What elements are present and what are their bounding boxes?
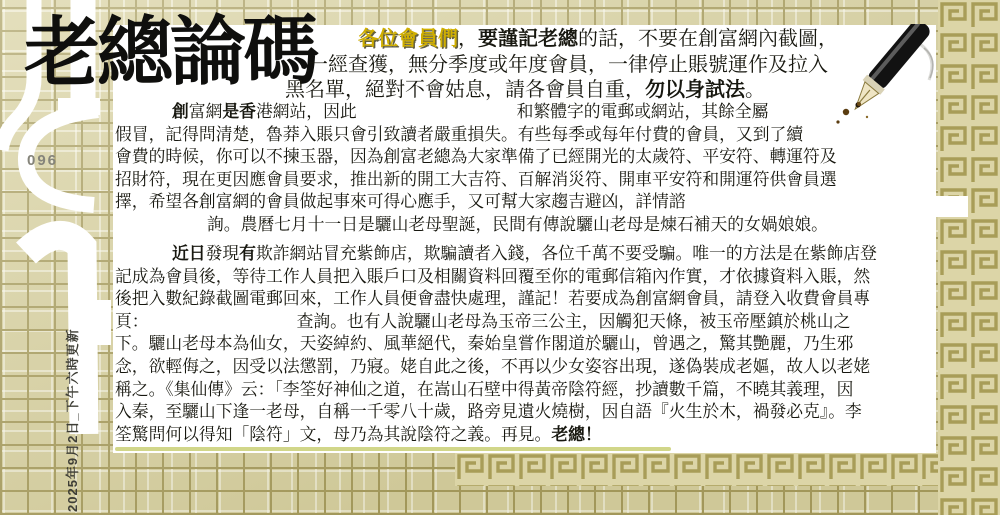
- text-segment: 有: [239, 244, 256, 263]
- text-segment: 。: [745, 79, 765, 101]
- text-line: [115, 356, 935, 379]
- hidden-text-gap: [149, 326, 297, 327]
- hidden-text-gap: [115, 116, 172, 117]
- text-segment: 擇，希望各創富網的會員做起事來可得心應手，又可幫大家趨吉避凶，詳情諮: [115, 192, 686, 212]
- text-segment: 查詢。也有人說驪山老母為玉帝三公主，因觸犯天條，被玉帝壓鎮於桃山之: [296, 311, 851, 331]
- text-segment: 發現: [205, 244, 240, 263]
- text-segment: 勿以身試法: [645, 79, 745, 101]
- text-segment: 招財符，現在更因應會員要求，推出新的開工大吉符、百解消災符、開車平安符和開運符供會員選: [115, 169, 837, 189]
- text-line: [115, 146, 935, 169]
- text-segment: 假冒，記得問清楚，魯莽入賬只會引致讀者嚴重損失。有些每季或每年付費的會員，又到了續: [115, 124, 804, 144]
- article-paragraph-1: [115, 101, 935, 237]
- meander-border-bottom: [455, 452, 938, 486]
- hidden-text-gap: [115, 229, 207, 230]
- text-line: [285, 53, 885, 79]
- text-segment: 欺詐網站冒充紫飾店，欺騙讀者入錢，各位千萬不要受騙。唯一的方法是在紫飾店登: [255, 244, 877, 263]
- text-line: [115, 424, 935, 447]
- text-line: [115, 191, 935, 214]
- text-segment: 頁：: [115, 311, 149, 331]
- text-line: [115, 169, 935, 192]
- text-segment: 港網站，因此: [255, 102, 357, 121]
- text-segment: 近日: [172, 244, 206, 263]
- text-line: [115, 214, 935, 237]
- text-line: [285, 27, 885, 53]
- notice-block: [285, 27, 885, 104]
- text-line: [115, 101, 935, 124]
- text-segment: 筌驚問何以得知「陰符」文，母乃為其說陰符之義。再見。: [115, 424, 552, 444]
- text-line: [115, 379, 935, 402]
- hidden-text-gap: [285, 44, 358, 45]
- text-line: [115, 288, 935, 311]
- issue-number: 096: [27, 152, 59, 169]
- text-segment: 稱之。《集仙傳》云：「李筌好神仙之道，在嵩山石壁中得黃帝陰符經，抄讀數千篇，不曉其義理，因: [115, 379, 854, 399]
- text-line: [115, 333, 935, 356]
- text-segment: 記成為會員後，等待工作人員把入賬戶口及相關資料回覆至你的電郵信箱內作實，才依據資料入賬，然: [115, 266, 871, 286]
- meander-border-right: [938, 0, 1000, 515]
- article-paragraph-2: [115, 243, 935, 446]
- hidden-text-gap: [357, 116, 517, 117]
- fountain-pen-icon: [826, 24, 942, 140]
- text-line: [115, 401, 935, 424]
- text-line: [115, 124, 935, 147]
- text-line: [115, 243, 935, 266]
- text-segment: 是香: [222, 102, 256, 121]
- text-segment: 後把入數紀錄截圖電郵回來，工作人員便會盡快處理，謹記！若要成為創富網會員，請登入收費會員專: [115, 289, 871, 309]
- text-segment: 會費的時候，你可以不揀玉器，因為創富老總為大家準備了已經開光的太歲符、平安符、轉運符及: [115, 147, 837, 167]
- update-date: 2025年9月2日_下午六時更新: [65, 328, 80, 512]
- text-segment: ，: [458, 28, 478, 50]
- text-segment: 要謹記老總: [478, 28, 578, 50]
- text-segment: 各位會員們: [358, 28, 458, 50]
- text-segment: 和繁體字的電郵或網站，其餘全屬: [516, 102, 769, 121]
- text-line: [115, 266, 935, 289]
- text-segment: 念，欲輕侮之，因受以法懲罰，乃寢。姥自此之後，不再以少女姿容出現，遂偽裝成老嫗，故人以老姥: [115, 356, 871, 376]
- content-panel-notch: [936, 196, 968, 217]
- text-segment: 黑名單，絕對不會姑息，請各會員自重，: [285, 79, 645, 101]
- hidden-text-gap: [285, 70, 308, 71]
- highlight-underline: [115, 447, 671, 451]
- text-line: [285, 78, 885, 104]
- text-segment: 創: [172, 102, 189, 121]
- text-segment: 詢。農曆七月十一日是驪山老母聖誕，民間有傳說驪山老母是煉石補天的女媧娘娘。: [207, 214, 828, 234]
- text-segment: 老總！: [551, 424, 602, 444]
- text-segment: 下。驪山老母本為仙女，天姿綽約、風華絕代，秦始皇嘗作閣道於驪山，曾遇之，驚其艷麗，乃生邪: [115, 334, 854, 354]
- text-line: [115, 311, 935, 334]
- text-segment: 富網: [188, 102, 223, 121]
- text-segment: 一經查獲，無分季度或年度會員，一律停止賬號運作及拉入: [308, 53, 828, 76]
- text-segment: 入秦，至驪山下逢一老母，自稱一千零八十歲，路旁見遺火燒樹，因自語『火生於木，禍發必克』。李: [115, 402, 862, 422]
- hidden-text-gap: [115, 258, 172, 259]
- page-title: 老總論碼: [23, 5, 317, 98]
- text-segment: 的話，不要在創富網內截圖，: [578, 28, 838, 50]
